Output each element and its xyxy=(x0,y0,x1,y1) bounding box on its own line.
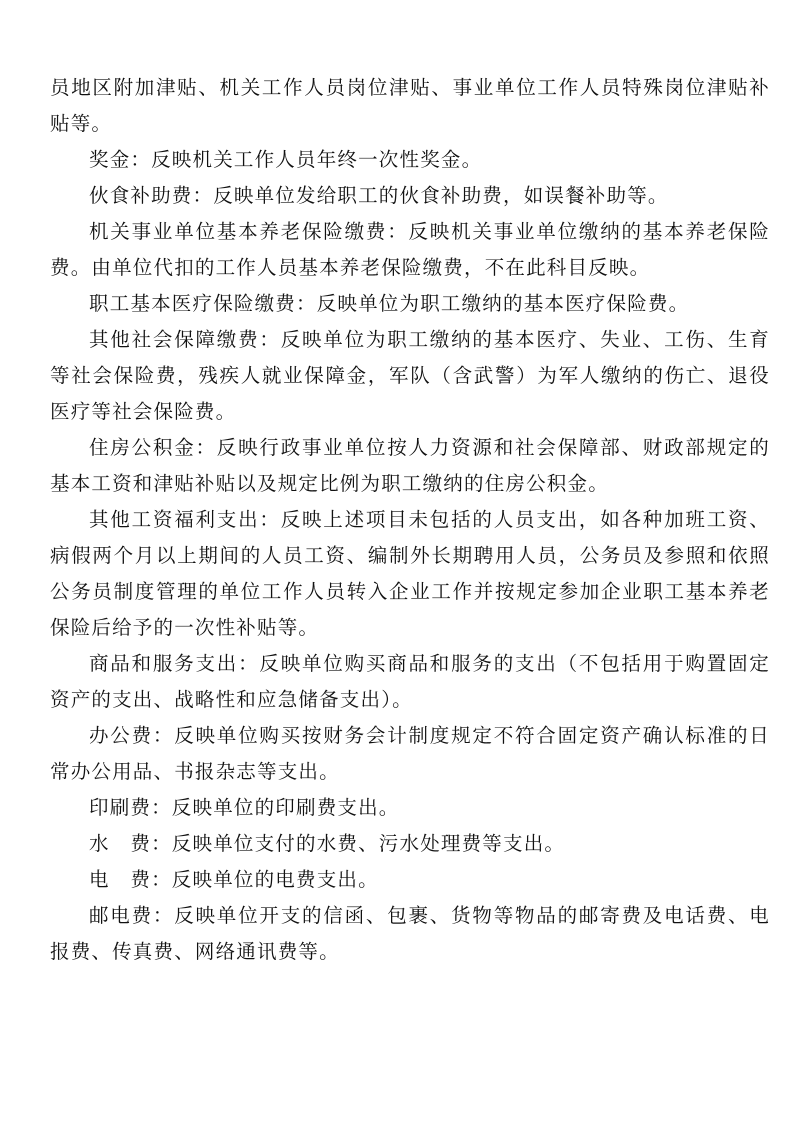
paragraph-postal-telecom-expense: 邮电费：反映单位开支的信函、包裹、货物等物品的邮寄费及电话费、电报费、传真费、网络通讯费等。 xyxy=(50,904,770,963)
paragraph-goods-services: 商品和服务支出：反映单位购买商品和服务的支出（不包括用于购置固定资产的支出、战略性和应急储备支出）。 xyxy=(50,652,770,711)
paragraph-bonus: 奖金：反映机关工作人员年终一次性奖金。 xyxy=(89,148,483,171)
paragraph-water-expense: 水 费：反映单位支付的水费、污水处理费等支出。 xyxy=(89,832,566,855)
paragraph-housing-fund: 住房公积金：反映行政事业单位按人力资源和社会保障部、财政部规定的基本工资和津贴补贴以及规定比例为职工缴纳的住房公积金。 xyxy=(50,436,770,495)
paragraph-electricity-expense: 电 费：反映单位的电费支出。 xyxy=(89,868,379,891)
paragraph-medical-insurance: 职工基本医疗保险缴费：反映单位为职工缴纳的基本医疗保险费。 xyxy=(89,292,690,315)
paragraph-meal-subsidy: 伙食补助费：反映单位发给职工的伙食补助费，如误餐补助等。 xyxy=(89,184,669,207)
paragraph-other-social-security: 其他社会保障缴费：反映单位为职工缴纳的基本医疗、失业、工伤、生育等社会保险费，残疾人就业保障金，军队（含武警）为军人缴纳的伤亡、退役医疗等社会保险费。 xyxy=(50,328,770,423)
paragraph-office-expense: 办公费：反映单位购买按财务会计制度规定不符合固定资产确认标准的日常办公用品、书报杂志等支出。 xyxy=(50,724,770,783)
paragraph-pension-insurance: 机关事业单位基本养老保险缴费：反映机关事业单位缴纳的基本养老保险费。由单位代扣的工作人员基本养老保险缴费，不在此科目反映。 xyxy=(50,220,770,279)
paragraph-other-wage-welfare: 其他工资福利支出：反映上述项目未包括的人员支出，如各种加班工资、病假两个月以上期间的人员工资、编制外长期聘用人员，公务员及参照和依照公务员制度管理的单位工作人员转入企业工作并按规定参加企业职工基本养老保险后给予的一次性补贴等。 xyxy=(50,508,770,639)
document-body xyxy=(50,70,770,970)
paragraph-continuation: 员地区附加津贴、机关工作人员岗位津贴、事业单位工作人员特殊岗位津贴补贴等。 xyxy=(50,76,770,135)
paragraph-printing-expense: 印刷费：反映单位的印刷费支出。 xyxy=(89,796,400,819)
